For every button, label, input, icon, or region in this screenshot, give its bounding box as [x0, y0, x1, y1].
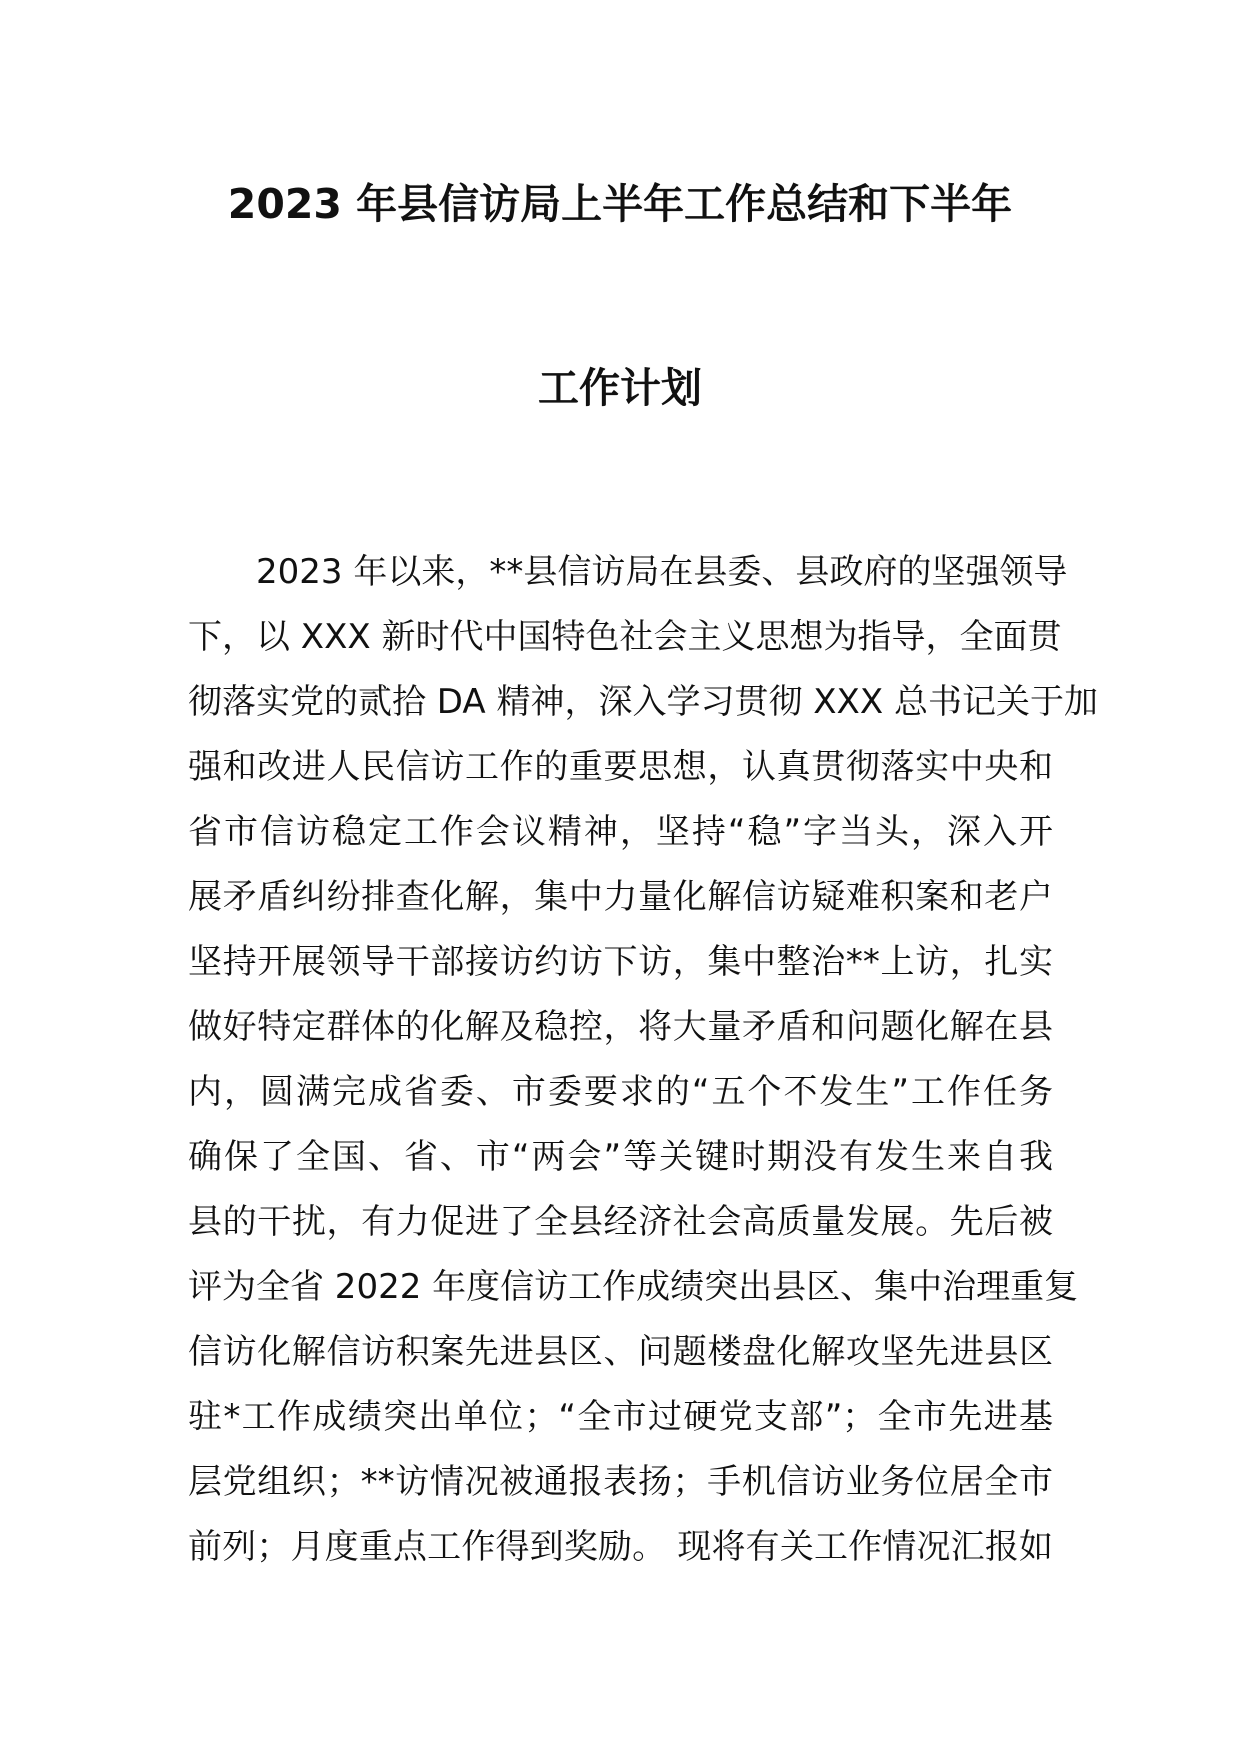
paragraph-line: 强和改进人民信访工作的重要思想，认真贯彻落实中央和 [188, 747, 1053, 787]
paragraph-line: 驻*工作成绩突出单位；“全市过硬党支部”；全市先进基 [188, 1397, 1053, 1437]
paragraph-line: 信访化解信访积案先进县区、问题楼盘化解攻坚先进县区 [188, 1332, 1053, 1372]
paragraph-line: 评为全省 2022 年度信访工作成绩突出县区、集中治理重复 [188, 1267, 1079, 1307]
paragraph-line: 做好特定群体的化解及稳控，将大量矛盾和问题化解在县 [188, 1007, 1053, 1047]
paragraph-line: 彻落实党的贰拾 DA 精神，深入学习贯彻 XXX 总书记关于加 [188, 682, 1098, 722]
paragraph-line: 前列；月度重点工作得到奖励。 现将有关工作情况汇报如 [188, 1527, 1053, 1567]
paragraph-line: 下，以 XXX 新时代中国特色社会主义思想为指导，全面贯 [188, 617, 1062, 657]
paragraph-line: 展矛盾纠纷排查化解，集中力量化解信访疑难积案和老户 [188, 877, 1053, 917]
document-title-line-2: 工作计划 [538, 364, 702, 412]
paragraph-line: 省市信访稳定工作会议精神，坚持“稳”字当头，深入开 [188, 812, 1053, 852]
body-paragraph [188, 540, 1098, 1580]
paragraph-line: 2023 年以来，**县信访局在县委、县政府的坚强领导 [256, 552, 1068, 592]
paragraph-line: 内，圆满完成省委、市委要求的“五个不发生”工作任务 [188, 1072, 1053, 1112]
paragraph-line: 层党组织；**访情况被通报表扬；手机信访业务位居全市 [188, 1462, 1053, 1502]
document-title-line-1: 2023 年县信访局上半年工作总结和下半年 [227, 180, 1013, 228]
paragraph-line: 坚持开展领导干部接访约访下访，集中整治**上访，扎实 [188, 942, 1053, 982]
paragraph-line: 确保了全国、省、市“两会”等关键时期没有发生来自我 [188, 1137, 1053, 1177]
paragraph-line: 县的干扰，有力促进了全县经济社会高质量发展。先后被 [188, 1202, 1053, 1242]
